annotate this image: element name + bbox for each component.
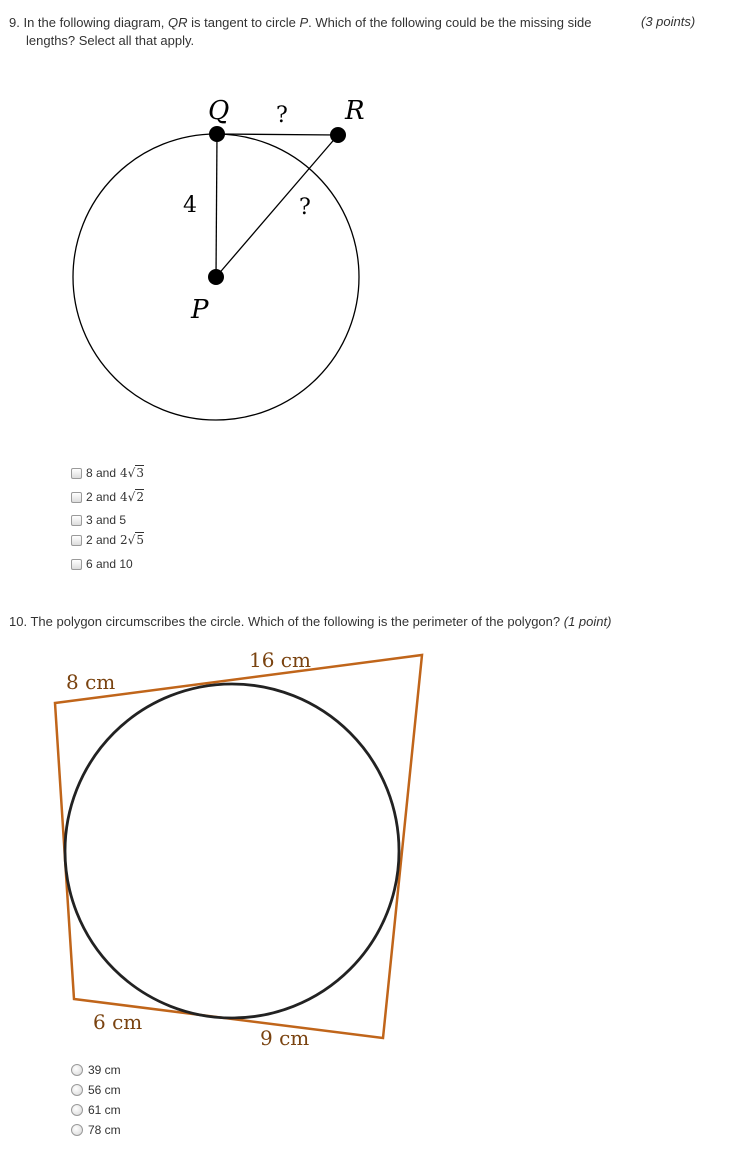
q10-choice-4[interactable] <box>71 1122 121 1138</box>
radical-coefficient: 2 <box>120 533 128 547</box>
q9-label-p: P <box>191 295 209 325</box>
choice-label: 78 cm <box>88 1123 121 1137</box>
radicand: 5 <box>136 533 144 547</box>
q9-label-r: R <box>345 96 365 126</box>
radical-expression: 2√5 <box>120 533 144 547</box>
q10-label-bottom-left: 6 cm <box>93 1010 143 1034</box>
q9-number: 9. <box>9 15 20 30</box>
radicand: 2 <box>136 490 144 504</box>
radicand: 3 <box>136 466 144 480</box>
radio-button[interactable] <box>71 1064 83 1076</box>
radio-button[interactable] <box>71 1124 83 1136</box>
q10-label-top-right: 16 cm <box>249 648 311 672</box>
q9-text-part3: . Which of the following could be the missing side <box>308 15 592 30</box>
radical-coefficient: 4 <box>120 466 128 480</box>
choice-label: 61 cm <box>88 1103 121 1117</box>
q9-text-em2: P <box>299 15 309 30</box>
q10-text: The polygon circumscribes the circle. Which of the following is the perimeter of the polygon? <box>30 614 561 629</box>
choice-prefix: 2 and <box>86 533 117 547</box>
q10-circle <box>65 684 399 1018</box>
q9-label-radius: 4 <box>183 193 197 218</box>
q9-label-pr: ? <box>299 195 311 220</box>
q10-points: (1 point) <box>563 614 612 629</box>
radio-button[interactable] <box>71 1084 83 1096</box>
choice-label: 6 and 10 <box>86 557 133 571</box>
q9-label-qr: ? <box>276 103 288 128</box>
radical-expression: 4√3 <box>120 466 144 480</box>
choice-label: 3 and 5 <box>86 513 127 527</box>
q10-number: 10. <box>9 614 28 629</box>
q10-polygon <box>55 655 422 1038</box>
q10-choice-2[interactable] <box>71 1082 121 1098</box>
q10-label-bottom-right: 9 cm <box>260 1026 310 1050</box>
q9-label-q: Q <box>208 96 230 126</box>
radical-coefficient: 4 <box>120 490 128 504</box>
q9-text-part2: is tangent to circle <box>187 15 300 30</box>
q10-choice-3[interactable] <box>71 1102 121 1118</box>
radical-expression: 4√2 <box>120 490 144 504</box>
radio-button[interactable] <box>71 1104 83 1116</box>
choice-label: 39 cm <box>88 1063 121 1077</box>
q9-text-em1: QR <box>168 15 188 30</box>
q10-choice-1[interactable] <box>71 1062 121 1078</box>
q10-label-top-left: 8 cm <box>66 670 116 694</box>
choice-prefix: 2 and <box>86 490 117 504</box>
q9-text-part1: In the following diagram, <box>23 15 168 30</box>
choice-prefix: 8 and <box>86 466 117 480</box>
q9-points: (3 points) <box>641 14 696 29</box>
choice-label: 56 cm <box>88 1083 121 1097</box>
q9-text-line2: lengths? Select all that apply. <box>26 33 195 48</box>
